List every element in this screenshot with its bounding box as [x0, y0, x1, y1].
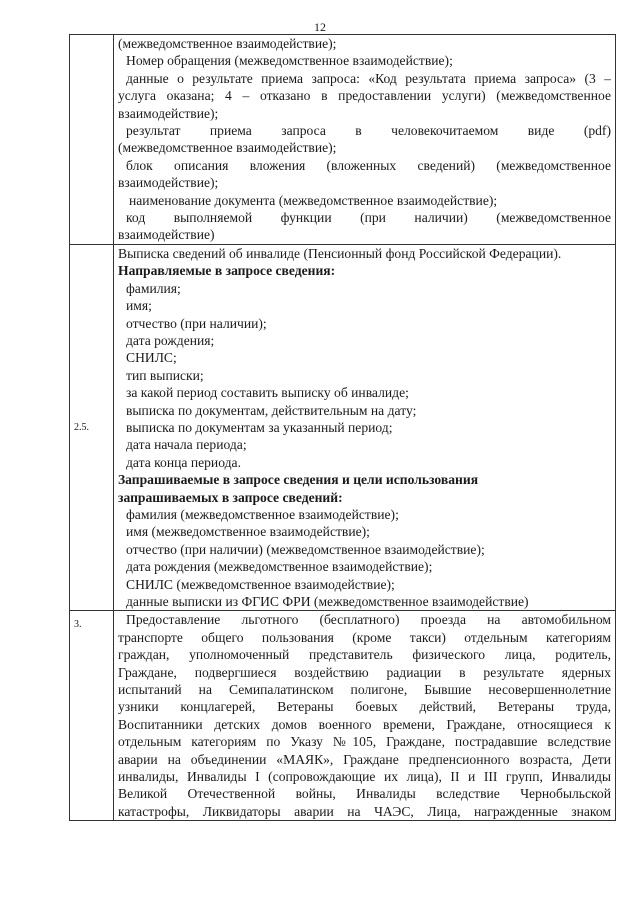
text-line: (межведомственное взаимодействие); [118, 36, 337, 51]
row-content-cell [114, 611, 616, 821]
list-item: СНИЛС; [126, 350, 177, 366]
section-heading: запрашиваемых в запросе сведений: [118, 489, 343, 505]
row-number-cell: 3. [70, 611, 114, 821]
text-line: услуга оказана; 4 – отказано в предоставлении услуги) (межведомственное [118, 88, 611, 104]
list-item: фамилия; [126, 280, 181, 296]
list-item: отчество (при наличии) (межведомственное взаимодействие); [126, 541, 485, 557]
text-line: испытаний на Семипалатинском полигоне, Бывшие несовершеннолетние [118, 682, 611, 698]
text-line: блок описания вложения (вложенных сведений) (межведомственное [126, 157, 611, 173]
list-item: тип выписки; [126, 367, 204, 383]
list-item: имя; [126, 298, 152, 314]
list-item: фамилия (межведомственное взаимодействие); [126, 506, 399, 522]
list-item: за какой период составить выписку об инвалиде; [126, 385, 409, 401]
text-line: Предоставление льготного (бесплатного) проезда на автомобильном [126, 612, 611, 628]
table-row-continuation [70, 35, 616, 245]
text-line: транспорте общего пользования (кроме такси) отдельным категориям [118, 629, 611, 645]
page-number: 12 [314, 20, 326, 34]
services-table [69, 34, 616, 821]
text-line: граждан, уполномоченный представитель физического лица, родитель, [118, 647, 611, 663]
text-line: взаимодействие); [118, 105, 219, 121]
text-line: Номер обращения (межведомственное взаимодействие); [126, 53, 453, 69]
table-row-2-5 [70, 244, 616, 611]
row-number-cell: 2.5. [70, 244, 114, 611]
row-content-cell [114, 244, 616, 611]
section-heading: Направляемые в запросе сведения: [118, 263, 336, 279]
list-item: имя (межведомственное взаимодействие); [126, 524, 370, 540]
table-row-3 [70, 611, 616, 821]
list-item: выписка по документам, действительным на дату; [126, 402, 417, 418]
row-content-cell [114, 35, 616, 245]
text-line: Воспитанники детских домов военного времени, Граждане, относящиеся к [118, 716, 611, 732]
row-number-cell [70, 35, 114, 245]
text-line: результат приема запроса в человекочитаемом виде (pdf) [126, 123, 611, 139]
list-item: дата конца периода. [126, 454, 241, 470]
list-item: СНИЛС (межведомственное взаимодействие); [126, 576, 395, 592]
text-line: отдельным категориям по Указу №105, Граждане, пострадавшие вследствие [118, 734, 611, 750]
list-item: дата рождения (межведомственное взаимодействие); [126, 559, 433, 575]
text-line: Выписка сведений об инвалиде (Пенсионный фонд Российской Федерации). [118, 245, 562, 261]
list-item: данные выписки из ФГИС ФРИ (межведомственное взаимодействие) [126, 594, 529, 609]
list-item: выписка по документам за указанный период; [126, 419, 393, 435]
text-line: катастрофы, Ликвидаторы аварии на ЧАЭС, Лица, награжденные знаком [118, 803, 611, 819]
text-line: (межведомственное взаимодействие); [118, 140, 337, 156]
text-line: данные о результате приема запроса: «Код результата приема запроса» (3 – [126, 70, 611, 86]
text-line: узники концлагерей, Ветераны боевых действий, Ветераны труда, [118, 699, 611, 715]
list-item: дата начала периода; [126, 437, 247, 453]
section-heading: Запрашиваемые в запросе сведения и цели использования [118, 472, 479, 488]
text-line: Граждане, подвергшиеся воздействию радиации в результате ядерных [118, 664, 611, 680]
text-line: код выполняемой функции (при наличии) (межведомственное [126, 210, 611, 226]
text-line: наименование документа (межведомственное взаимодействие); [129, 192, 498, 208]
text-line: инвалиды, Инвалиды I (сопровождающие их лица), II и III групп, Инвалиды [118, 769, 611, 785]
list-item: дата рождения; [126, 332, 215, 348]
text-line: взаимодействие); [118, 175, 219, 191]
text-line: аварии на объединении «МАЯК», Граждане предпенсионного возраста, Дети [118, 751, 611, 767]
text-line: взаимодействие) [118, 227, 215, 243]
list-item: отчество (при наличии); [126, 315, 267, 331]
text-line: Великой Отечественной войны, Инвалиды вследствие Чернобыльской [118, 786, 611, 802]
